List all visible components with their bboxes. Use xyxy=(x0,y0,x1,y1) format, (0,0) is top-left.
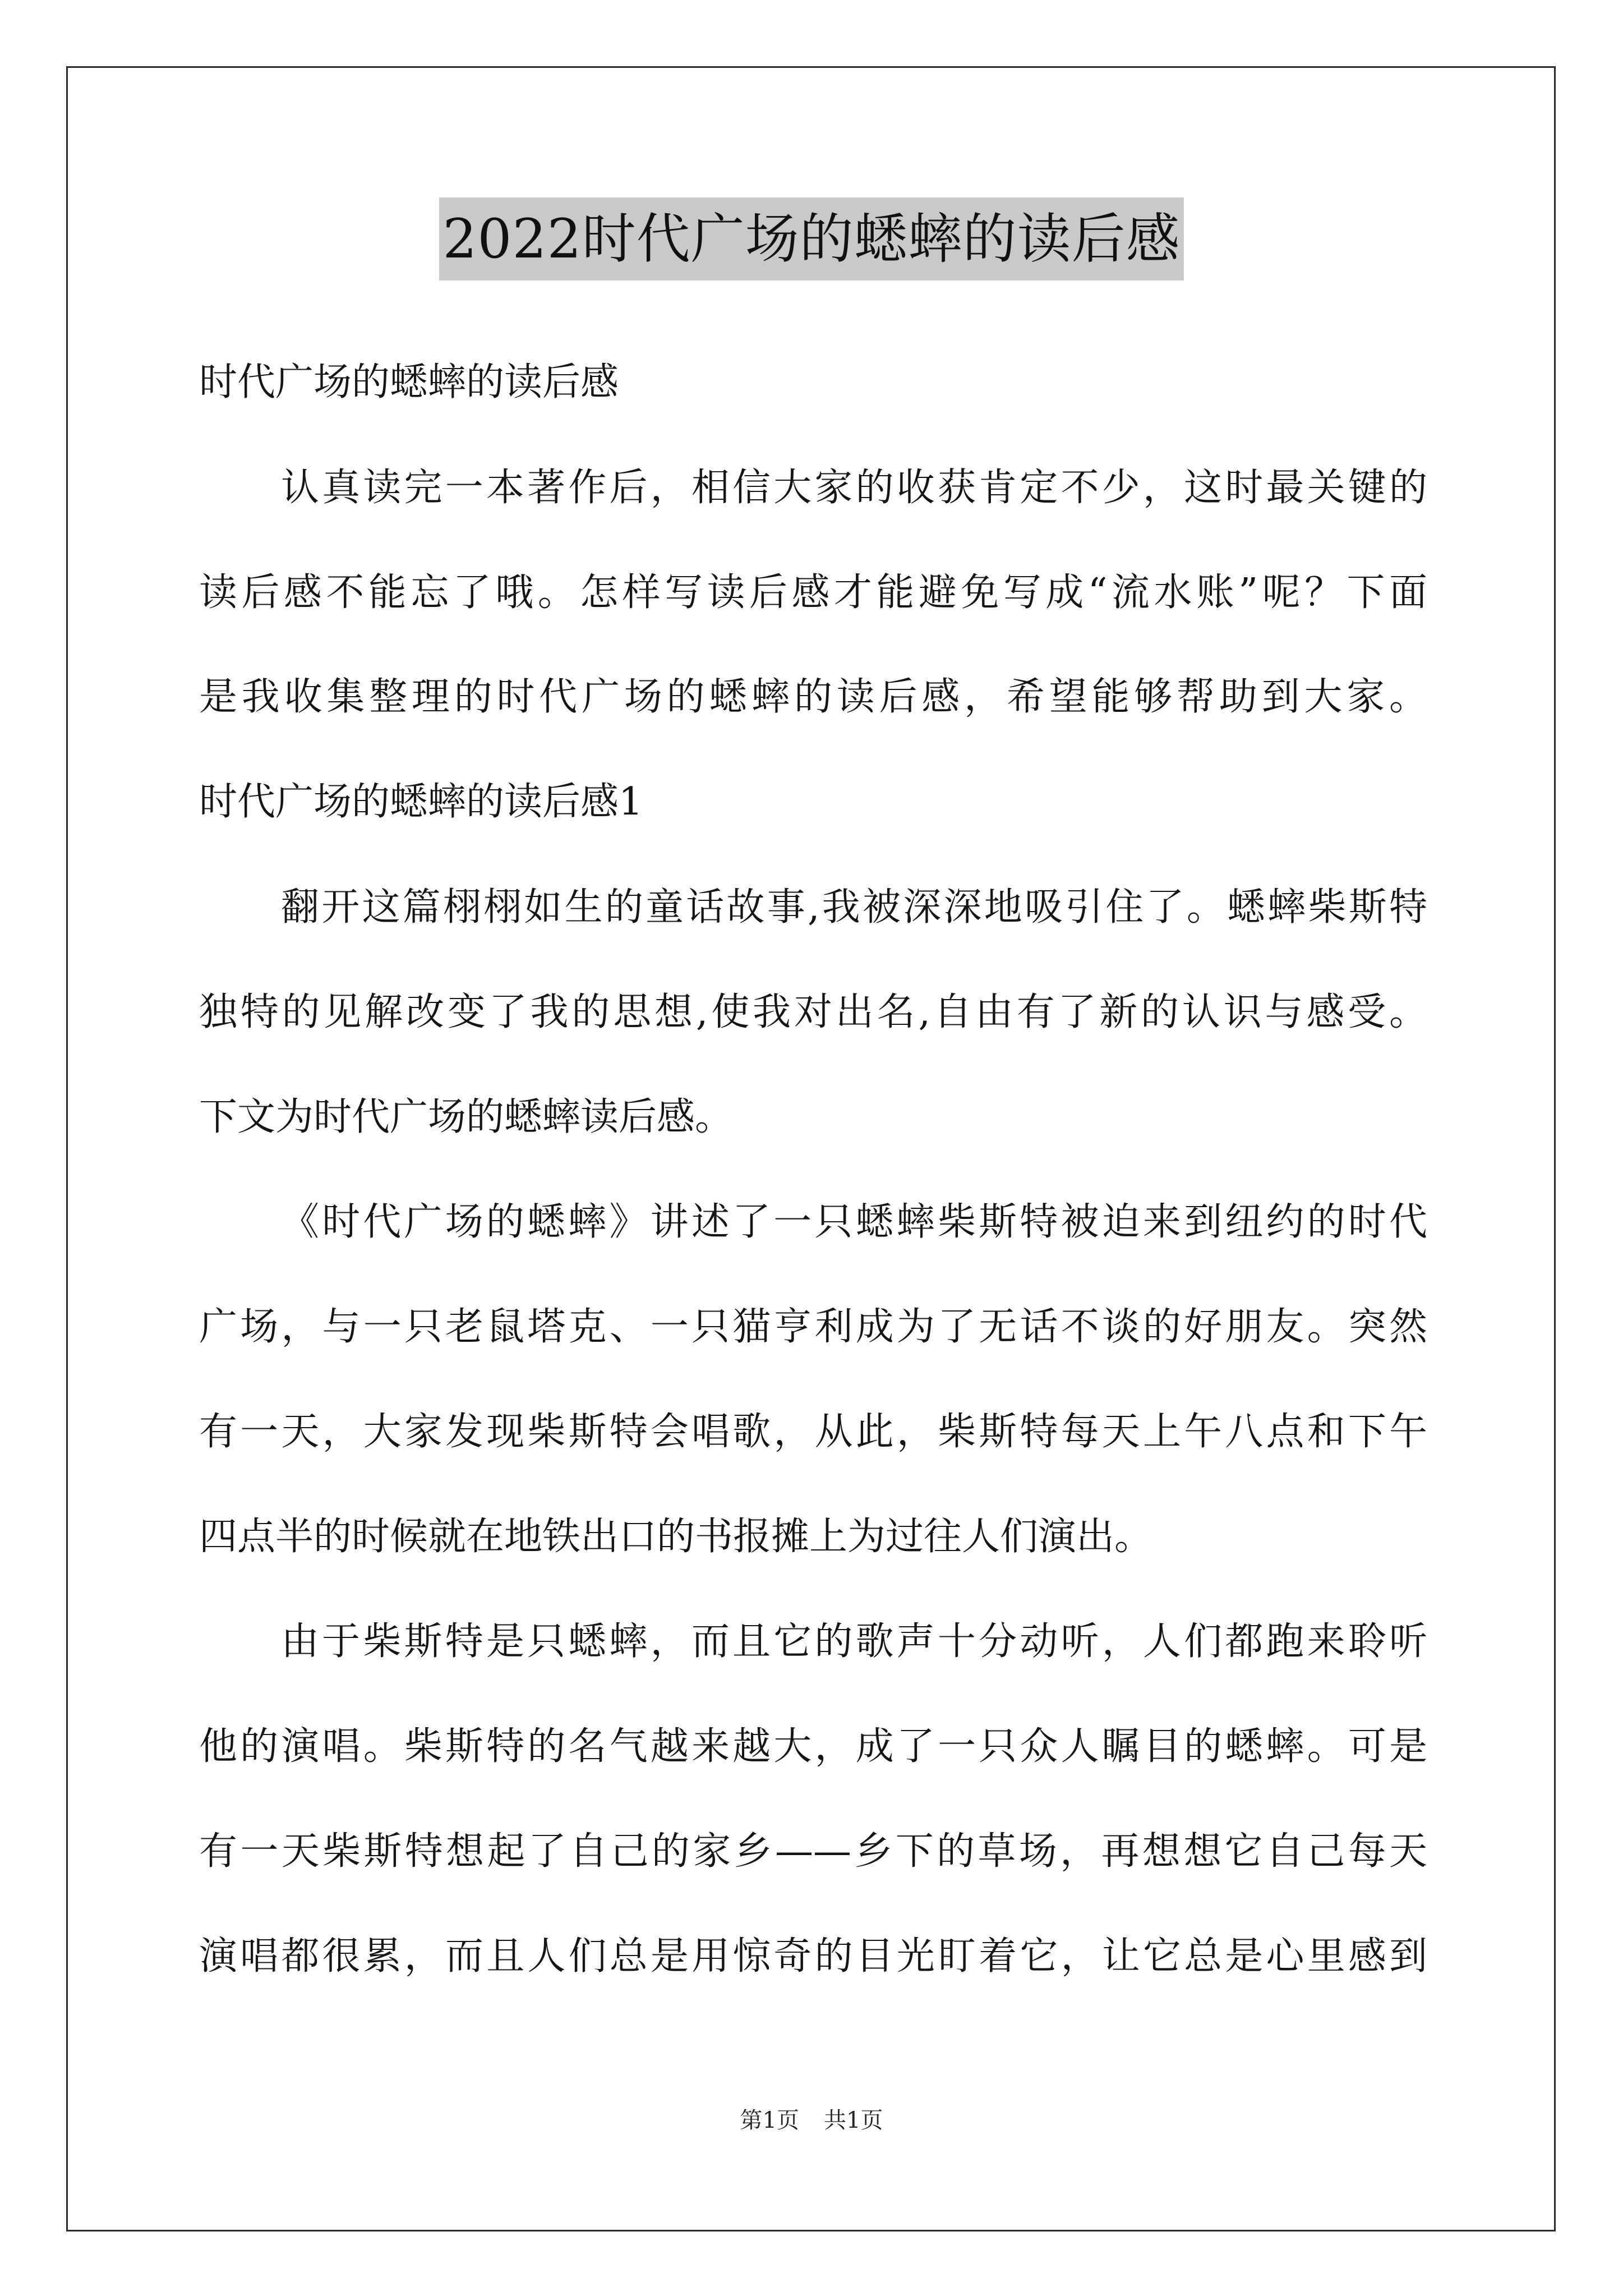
body-line: 广场，与一只老鼠塔克、一只猫亨利成为了无话不谈的好朋友。突然 xyxy=(199,1305,1427,1349)
body-line: 四点半的时候就在地铁出口的书报摊上为过往人们演出。 xyxy=(199,1515,1153,1559)
title-container xyxy=(0,197,1623,280)
body-line: 是我收集整理的时代广场的蟋蟀的读后感，希望能够帮助到大家。 xyxy=(199,675,1427,719)
page-footer xyxy=(0,2102,1623,2134)
document-title: 2022时代广场的蟋蟀的读后感 xyxy=(439,197,1183,280)
body-line: 有一天，大家发现柴斯特会唱歌，从此，柴斯特每天上午八点和下午 xyxy=(199,1410,1427,1454)
body-line: 他的演唱。柴斯特的名气越来越大，成了一只众人瞩目的蟋蟀。可是 xyxy=(199,1724,1427,1769)
section-heading: 时代广场的蟋蟀的读后感1 xyxy=(199,780,643,824)
page-total: 共1页 xyxy=(824,2108,883,2133)
body-line: 演唱都很累，而且人们总是用惊奇的目光盯着它，让它总是心里感到 xyxy=(199,1934,1427,1978)
body-line: 有一天柴斯特想起了自己的家乡——乡下的草场，再想想它自己每天 xyxy=(199,1829,1427,1874)
body-line: 由于柴斯特是只蟋蟀，而且它的歌声十分动听，人们都跑来聆听 xyxy=(281,1619,1427,1664)
body-line: 《时代广场的蟋蟀》讲述了一只蟋蟀柴斯特被迫来到纽约的时代 xyxy=(281,1200,1427,1244)
body-line: 翻开这篇栩栩如生的童话故事,我被深深地吸引住了。蟋蟀柴斯特 xyxy=(281,885,1427,930)
page-number: 第1页 xyxy=(740,2108,799,2133)
subtitle-line: 时代广场的蟋蟀的读后感 xyxy=(199,360,619,404)
body-line: 独特的见解改变了我的思想,使我对出名,自由有了新的认识与感受。 xyxy=(199,990,1427,1034)
body-line: 下文为时代广场的蟋蟀读后感。 xyxy=(199,1095,734,1139)
body-line: 认真读完一本著作后，相信大家的收获肯定不少，这时最关键的 xyxy=(281,466,1427,510)
body-line: 读后感不能忘了哦。怎样写读后感才能避免写成“流水账”呢？下面 xyxy=(199,570,1427,615)
